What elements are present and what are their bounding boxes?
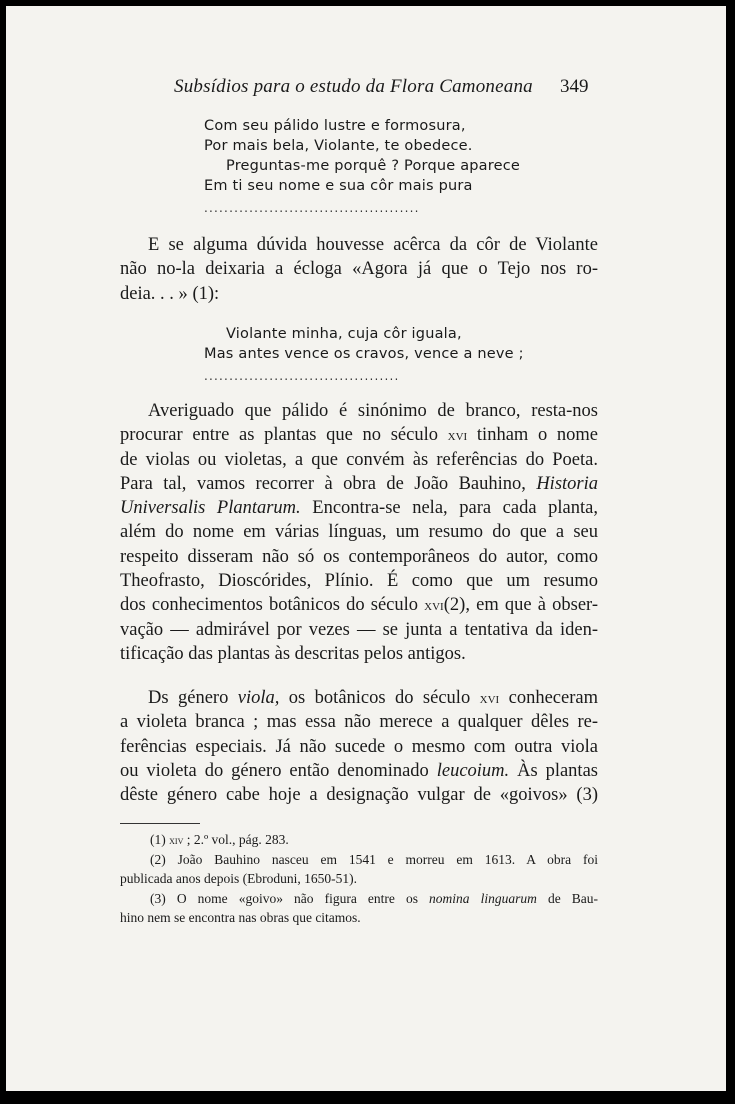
text-line: ferências especiais. Já não sucede o mesmo com outra viola [120,736,598,757]
verse-line: Com seu pálido lustre e formosura, [204,118,466,134]
text-line: além do nome em várias línguas, um resumo do que a seu [120,522,598,543]
text-segment: , em que à obser- [465,595,598,616]
small-caps-text: xvi [479,690,500,707]
paragraph-1 [120,233,598,306]
text-segment: ; 2.º vol., pág. 283. [183,832,289,847]
text-segment: procurar entre as plantas que no século [120,425,448,446]
footnote-3 [120,889,598,909]
text-segment: tinham o nome [467,425,599,446]
text-segment: O nome «goivo» não figura entre os [165,890,430,906]
text-segment: conheceram [499,688,598,708]
small-caps-text: xvi [424,597,444,615]
text-segment: deia. . . » [120,283,193,304]
text-segment: Para tal, vamos recorrer à obra de João Bauhino, [120,473,537,494]
text-line: a violeta branca ; mas essa não merece a qualquer dêles re- [120,712,598,733]
text-line [120,783,598,807]
italic-term: nomina linguarum [429,890,537,906]
text-line [120,759,598,783]
italic-title: Historia [536,473,598,494]
footnote-divider [120,823,200,824]
text-segment: de Bau- [536,890,599,906]
paragraph-2 [120,399,598,666]
footnote-3-cont: hino nem se encontra nas obras que citamos. [120,910,361,925]
page-number: 349 [560,76,589,97]
verse-quote-2 [204,324,524,386]
text-segment: os botânicos do século [279,688,480,708]
footnotes [120,830,598,928]
text-line: não no-la deixaria a écloga «Agora já que o Tejo nos ro- [120,259,598,280]
verse-quote-1 [204,116,520,218]
italic-term: viola, [237,688,280,708]
text-line [120,423,598,447]
footnote-marker: (2) [150,851,166,867]
text-line [120,282,598,306]
verse-line: Violante minha, cuja côr iguala, [226,326,462,342]
footnote-1 [120,830,598,850]
book-page [6,6,726,1091]
text-line: E se alguma dúvida houvesse acêrca da côr de Violante [148,235,598,255]
text-segment: ou violeta do género então denominado [120,760,437,781]
footnote-marker: (1) [150,832,166,847]
footnote-2-cont: publicada anos depois (Ebroduni, 1650-51). [120,871,357,886]
paragraph-3 [120,686,598,807]
running-head-title: Subsídios para o estudo da Flora Camoneana [174,76,533,97]
verse-ellipsis: ........................................... [204,201,420,215]
text-line [120,593,598,617]
footnote-ref: (1) [192,283,215,304]
text-line [120,472,598,496]
italic-term: leucoium. [436,760,510,781]
text-line: de violas ou violetas, a que convém às referências do Poeta. [120,449,598,470]
text-segment: Às plantas [509,760,598,781]
running-head [6,76,726,106]
footnote-ref: (3) [576,785,598,806]
text-segment: Encontra-se nela, para cada planta, [300,498,598,519]
text-segment: João Bauhino nasceu em 1541 e morreu em 1613. A obra foi [165,851,598,867]
text-line [120,686,598,710]
verse-line: Mas antes vence os cravos, vence a neve ; [204,346,524,362]
verse-ellipsis: ....................................... [204,369,400,383]
text-segment: Ds género [148,688,238,708]
text-segment: dos conhecimentos botânicos do século [120,595,425,616]
text-line: respeito disseram não só os contemporâneos do autor, como [120,546,598,567]
verse-line: Por mais bela, Violante, te obedece. [204,138,473,154]
text-segment: dêste género cabe hoje a designação vulgar de «goivos» [120,785,577,806]
text-segment: : [214,283,220,304]
footnote-2 [120,850,598,870]
text-line: tificação das plantas às descritas pelos antigos. [120,643,466,664]
footnote-ref: (2) [443,595,466,616]
small-caps-text: xvi [447,427,468,445]
text-line: vação — admirável por vezes — se junta a tentativa da iden- [120,619,598,640]
small-caps-text: xiv [169,835,184,847]
text-line: Averiguado que pálido é sinónimo de branco, resta-nos [148,401,598,421]
verse-line: Em ti seu nome e sua côr mais pura [204,178,473,194]
italic-title: Universalis Plantarum. [120,498,301,519]
text-line [120,496,598,520]
verse-line: Preguntas-me porquê ? Porque aparece [226,158,521,174]
footnote-marker: (3) [150,890,166,906]
text-line: Theofrasto, Dioscórides, Plínio. É como que um resumo [120,571,598,592]
